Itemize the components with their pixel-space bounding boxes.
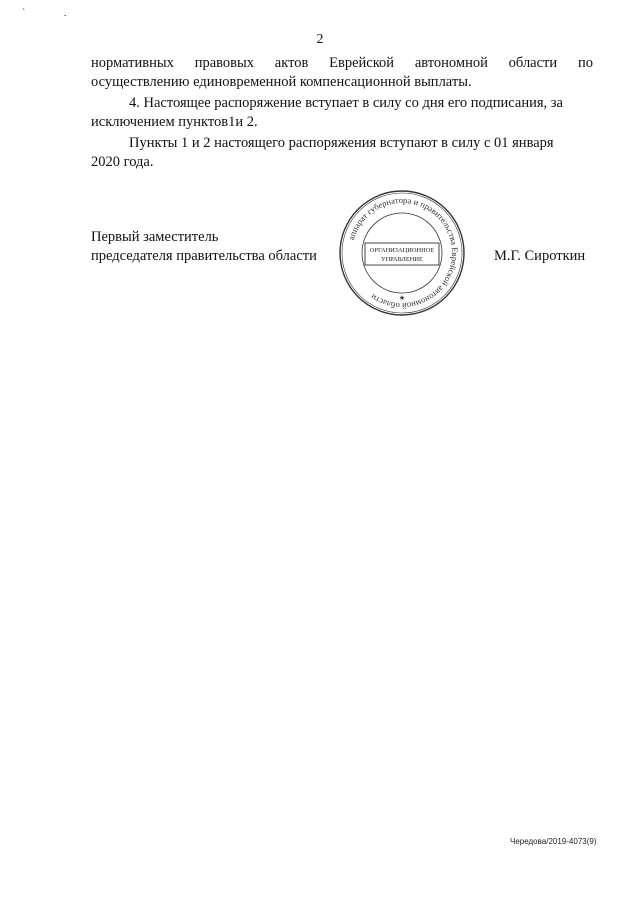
justified-line [91,54,593,73]
word: Еврейской [329,55,395,71]
star-icon: ★ [398,294,406,302]
word: правовых [194,55,254,71]
signer-name: М.Г. Сироткин [494,248,586,264]
word: по [577,55,593,71]
paragraph-line: осуществлению единовременной компенсационной выплаты. [91,74,472,90]
word: нормативных [91,55,174,71]
paragraph-line: Пункты 1 и 2 настоящего распоряжения вступают в силу с 01 января [129,135,554,151]
stamp-outer-text: аппарат губернатора и правительства Еврейской автономной области [345,194,461,312]
paragraph-line: 2020 года. [91,154,154,170]
paragraph-continuation [91,54,593,92]
signatory-position [91,228,317,266]
page-number: 2 [316,32,324,47]
position-line: Первый заместитель [91,229,219,245]
paragraph-item-4 [91,94,593,132]
stamp-inner-line: УПРАВЛЕНИЕ [381,256,423,263]
paragraph-line: 4. Настоящее распоряжение вступает в силу со дня его подписания, за [129,95,563,111]
paragraph-points-effective [91,134,593,172]
document-code: Чередова/2019-4073(9) [510,837,597,846]
word: актов [274,55,309,71]
position-line: председателя правительства области [91,248,317,264]
stamp-inner-line: ОРГАНИЗАЦИОННОЕ [369,247,435,254]
word: автономной [414,55,488,71]
official-stamp [337,188,467,318]
word: области [508,55,558,71]
corner-marks: ` . [22,8,85,19]
paragraph-line: исключением пунктов1и 2. [91,114,258,130]
